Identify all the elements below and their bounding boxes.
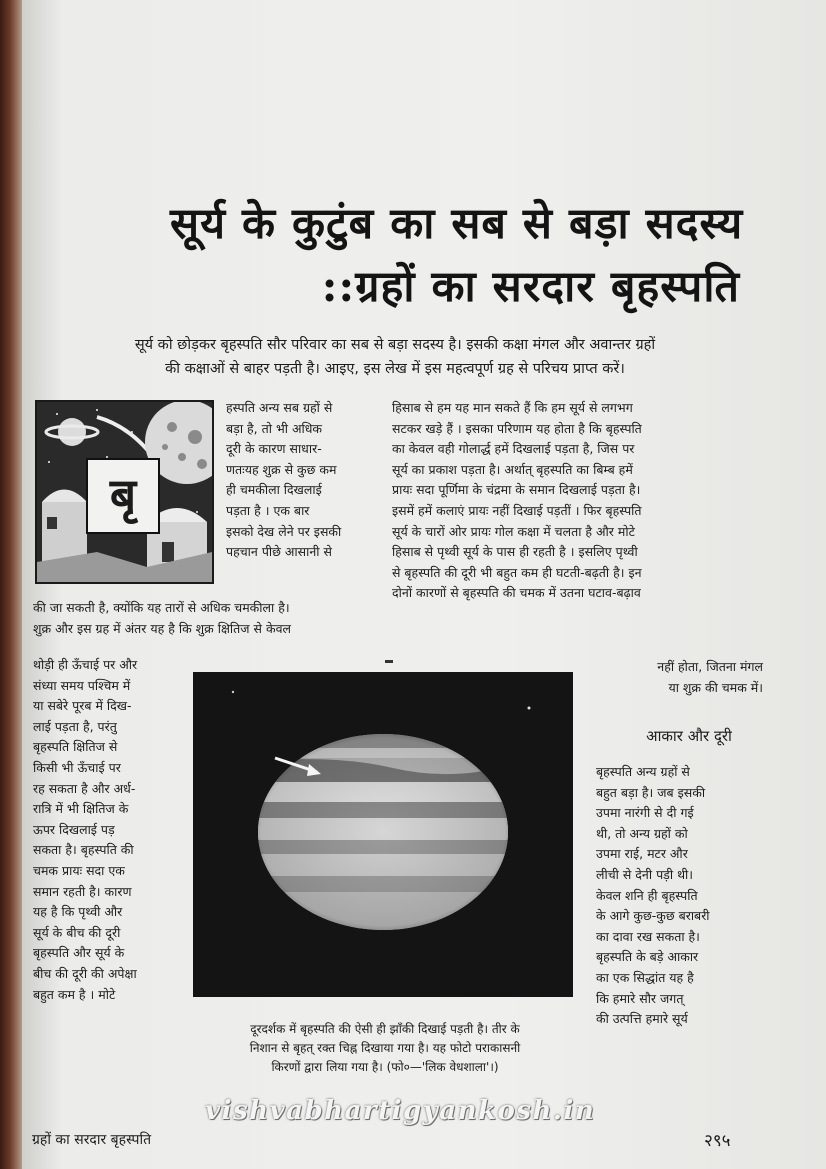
column-a-narrow: [33, 655, 175, 1005]
text-line: बृहस्पति अन्य ग्रहों से: [596, 764, 690, 779]
running-title: ग्रहों का सरदार बृहस्पति: [32, 1132, 152, 1148]
text-line: हस्पति अन्य सब ग्रहों से: [226, 400, 333, 415]
intro-line: सूर्य को छोड़कर बृहस्पति सौर परिवार का सब से बड़ा सदस्य है। इसकी कक्षा मंगल और अवान्तर ग्रहों: [134, 337, 656, 353]
caption-line: किरणों द्वारा लिया गया है। (फो०—'लिक वेधशाला'।): [271, 1060, 499, 1074]
text-line: उपमा राई, मटर और: [596, 846, 688, 862]
text-line: शुक्र और इस ग्रह में अंतर यह है कि शुक्र क्षितिज से केवल: [33, 620, 291, 636]
text-line: प्रायः सदा पूर्णिमा के चंद्रमा के समान दिखलाई पड़ता है।: [392, 482, 641, 498]
text-line: लीची से देनी पड़ी थी।: [596, 866, 694, 882]
text-line: णतःयह शुक्र से कुछ कम: [226, 461, 337, 477]
text-line: उपमा नारंगी से दी गई: [596, 805, 694, 821]
caption-line: निशान से बृहत् रक्त चिह्न दिखाया गया है। यह फोटो पराकासनी: [249, 1041, 521, 1055]
text-line: के आगे कुछ-कुछ बराबरी: [596, 908, 710, 924]
text-line: रात्रि में भी क्षितिज के: [33, 801, 129, 817]
photo-caption: [190, 1020, 580, 1077]
text-line: संध्या समय पश्चिम में: [33, 677, 131, 693]
text-line: का एक सिद्धांत यह है: [596, 969, 694, 985]
section-heading: आकार और दूरी: [646, 727, 732, 745]
book-binding: [0, 0, 22, 1169]
text-line: बृहस्पति के बड़े आकार: [596, 949, 699, 965]
text-line: बीच की दूरी की अपेक्षा: [33, 965, 137, 981]
text-line: केवल शनि ही बृहस्पति: [596, 887, 698, 903]
text-line: सूर्य का प्रकाश पड़ता है। अर्थात् बृहस्पति का बिम्ब हमें: [392, 461, 633, 477]
text-line: या सबेरे पूरब में दिख-: [33, 698, 132, 714]
text-line: किसी भी ऊँचाई पर: [33, 759, 121, 775]
text-line: से बृहस्पति की दूरी भी बहुत कम ही घटती-बढ़ती है। इन: [392, 564, 642, 580]
page-number: २९५: [704, 1131, 731, 1151]
text-line: की उत्पत्ति हमारे सूर्य: [596, 1011, 688, 1027]
title-line-1: सूर्य के कुटुंब का सब से बड़ा सदस्य: [170, 199, 744, 249]
column-b-lower: [596, 762, 760, 1030]
text-line: का दावा रख सकता है।: [596, 928, 700, 944]
text-line: बृहस्पति क्षितिज से: [33, 739, 118, 755]
text-line: या शुक्र की चमक में।: [668, 679, 763, 695]
text-line: सकता है। बृहस्पति की: [33, 842, 134, 858]
text-line: कि हमारे सौर जगत्: [596, 990, 684, 1006]
text-line: बहुत कम है । मोटे: [33, 986, 116, 1002]
text-line: लाई पड़ता है, परंतु: [33, 718, 117, 734]
text-line: चमक प्रायः सदा एक: [33, 862, 125, 878]
text-line: सूर्य के बीच की दूरी: [33, 924, 121, 940]
text-line: ही चमकीला दिखलाई: [226, 482, 322, 498]
text-line: बड़ा है, तो भी अधिक: [226, 420, 323, 436]
text-line: यह है कि पृथ्वी और: [33, 904, 123, 920]
text-line: थोड़ी ही ऊँचाई पर और: [33, 657, 138, 672]
text-line: का केवल वही गोलार्द्ध हमें दिखलाई पड़ता है, जिस पर: [392, 441, 635, 457]
text-line: समान रहती है। कारण: [33, 883, 132, 899]
divider-mark: [385, 660, 393, 663]
text-line: नहीं होता, जितना मंगल: [657, 659, 763, 674]
drop-cap: बृ: [86, 458, 160, 534]
text-line: थी, तो अन्य ग्रहों को: [596, 825, 688, 841]
caption-line: दूरदर्शक में बृहस्पति की ऐसी ही झाँकी दिखाई पड़ती है। तीर के: [250, 1022, 520, 1036]
text-line: की जा सकती है, क्योंकि यह तारों से अधिक चमकीला है।: [33, 600, 290, 615]
column-b-continued: [598, 657, 763, 698]
column-b: [392, 398, 762, 604]
text-line: बृहस्पति और सूर्य के: [33, 945, 125, 961]
text-line: पहचान पीछे आसानी से: [226, 544, 332, 560]
intro-line: की कक्षाओं से बाहर पड़ती है। आइए, इस लेख में इस महत्वपूर्ण ग्रह से परिचय प्राप्त करें।: [165, 361, 625, 377]
text-line: इसमें हमें कलाएं प्रायः नहीं दिखाई पड़तीं । फिर बृहस्पति: [392, 502, 642, 518]
text-line: पड़ता है । एक बार: [226, 502, 310, 518]
text-line: दूरी के कारण साधार-: [226, 441, 322, 457]
jupiter-photo-art: [193, 672, 573, 997]
text-line: हिसाब से पृथ्वी सूर्य के पास ही रहती है । इसलिए पृथ्वी: [392, 544, 638, 560]
text-line: दोनों कारणों से बृहस्पति की चमक में उतना घटाव-बढ़ाव: [392, 585, 641, 601]
text-line: हिसाब से हम यह मान सकते हैं कि हम सूर्य से लगभग: [392, 400, 633, 415]
intro-paragraph: [30, 333, 760, 381]
column-a-top: [226, 398, 376, 563]
column-a-wide: [33, 598, 379, 639]
text-line: रह सकता है और अर्ध-: [33, 780, 136, 796]
watermark: vishvabhartigyankosh.in: [205, 1096, 596, 1126]
text-line: इसको देख लेने पर इसकी: [226, 523, 342, 539]
text-line: सटकर खड़े हैं । इसका परिणाम यह होता है कि बृहस्पति: [392, 420, 642, 436]
text-line: बहुत बड़ा है। जब इसकी: [596, 784, 706, 800]
title-line-2: ::ग्रहों का सरदार बृहस्पति: [321, 262, 740, 312]
text-line: सूर्य के चारों ओर प्रायः गोल कक्षा में चलता है और मोटे: [392, 523, 635, 539]
text-line: ऊपर दिखलाई पड़: [33, 821, 115, 837]
jupiter-photo: [193, 672, 573, 997]
